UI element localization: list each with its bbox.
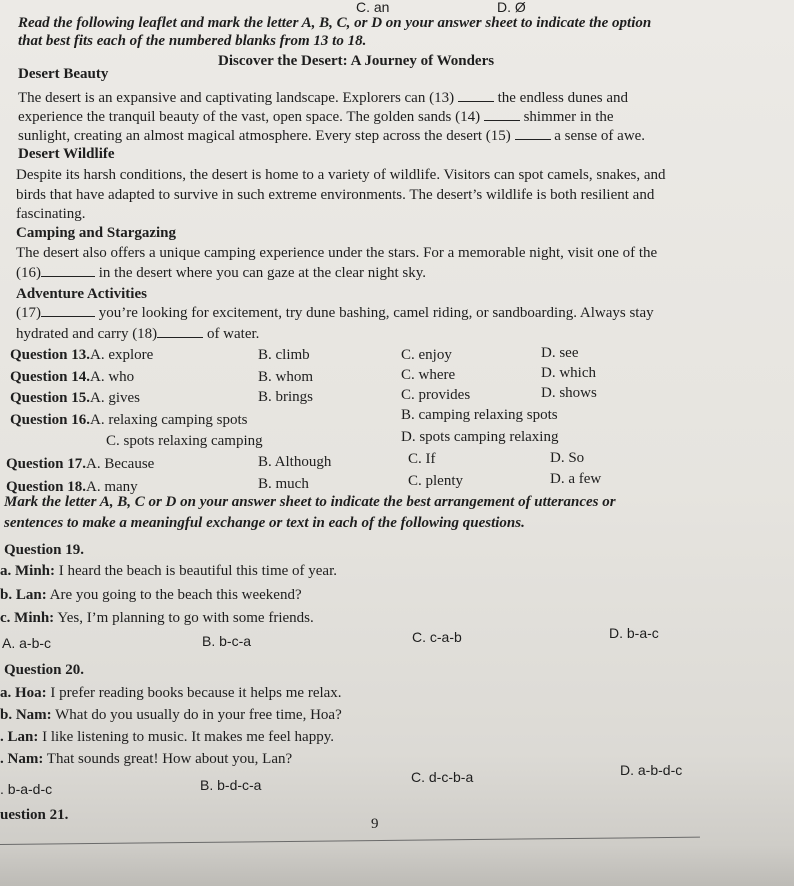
dialogue-line: . Lan: I like listening to music. It makes me feel happy. — [0, 729, 334, 745]
option-c[interactable]: C. where — [401, 367, 456, 383]
instruction-line-2: that best fits each of the numbered blanks from 13 to 18. — [18, 33, 367, 49]
blank-18 — [157, 325, 203, 338]
dialogue-line: a. Minh: I heard the beach is beautiful this time of year. — [0, 563, 337, 579]
option-d[interactable]: D. So — [550, 450, 585, 466]
option-c-fragment: C. an — [356, 0, 390, 15]
paragraph-line: The desert also offers a unique camping experience under the stars. For a memorable night, visit one of the — [16, 245, 658, 261]
section-heading-desert-beauty: Desert Beauty — [18, 66, 109, 82]
option-d[interactable]: D. which — [541, 365, 596, 381]
section-heading-desert-wildlife: Desert Wildlife — [18, 146, 115, 162]
paragraph-line: (16) in the desert where you can gaze at the clear night sky. — [16, 265, 426, 281]
leaflet-title: Discover the Desert: A Journey of Wonders — [218, 53, 495, 69]
paragraph-line: birds that have adapted to survive in such extreme environments. The desert’s wildlife is both resilient and — [16, 187, 655, 203]
option-c[interactable]: C. spots relaxing camping — [106, 433, 263, 449]
question-21-label: uestion 21. — [0, 807, 69, 823]
option-d-fragment: D. Ø — [497, 0, 526, 15]
blank-14 — [484, 108, 520, 121]
instruction-line-1: Read the following leaflet and mark the letter A, B, C, or D on your answer sheet to indicate the option — [18, 15, 652, 31]
option-b[interactable]: B. b-c-a — [202, 633, 252, 649]
option-b[interactable]: B. Although — [258, 454, 332, 470]
question-19-label: Question 19. — [4, 542, 85, 558]
section-heading-adventure: Adventure Activities — [16, 286, 147, 302]
blank-13 — [458, 89, 494, 102]
option-b[interactable]: B. brings — [258, 389, 314, 405]
question-16-label: Question 16.A. relaxing camping spots — [10, 412, 248, 428]
option-d[interactable]: D. see — [541, 345, 579, 361]
dialogue-line: a. Hoa: I prefer reading books because it helps me relax. — [0, 685, 342, 701]
section-heading-camping: Camping and Stargazing — [16, 225, 177, 241]
option-b[interactable]: B. camping relaxing spots — [401, 407, 558, 423]
question-14-label: Question 14.A. who — [10, 369, 135, 385]
footer-rule — [0, 837, 700, 845]
paragraph-line: sunlight, creating an almost magical atmosphere. Every step across the desert (15) a sense of awe. — [18, 128, 646, 144]
dialogue-line: . Nam: That sounds great! How about you, Lan? — [0, 751, 293, 767]
dialogue-line: b. Lan: Are you going to the beach this weekend? — [0, 587, 302, 603]
paragraph-line: fascinating. — [16, 206, 86, 222]
option-a[interactable]: A. a-b-c — [2, 635, 52, 651]
option-c[interactable]: C. enjoy — [401, 347, 452, 363]
option-c[interactable]: C. c-a-b — [412, 629, 462, 645]
paragraph-line: hydrated and carry (18) of water. — [16, 326, 260, 342]
option-b[interactable]: B. climb — [258, 347, 310, 363]
paragraph-line: (17) you’re looking for excitement, try dune bashing, camel riding, or sandboarding. Always stay — [16, 305, 654, 321]
question-15-label: Question 15.A. gives — [10, 390, 141, 406]
blank-16 — [41, 264, 95, 277]
option-c[interactable]: C. If — [408, 451, 436, 467]
option-d[interactable]: D. a few — [550, 471, 602, 487]
paragraph-line: experience the tranquil beauty of the vast, open space. The golden sands (14) shimmer in the — [18, 109, 614, 125]
question-20-label: Question 20. — [4, 662, 85, 678]
option-d[interactable]: D. a-b-d-c — [620, 762, 683, 778]
dialogue-line: c. Minh: Yes, I’m planning to go with some friends. — [0, 610, 314, 626]
option-b[interactable]: B. whom — [258, 369, 314, 385]
blank-17 — [41, 304, 95, 317]
paragraph-line: The desert is an expansive and captivating landscape. Explorers can (13) the endless dunes and — [18, 90, 628, 106]
option-c[interactable]: C. provides — [401, 387, 471, 403]
option-c[interactable]: C. plenty — [408, 473, 463, 489]
option-c[interactable]: C. d-c-b-a — [411, 769, 474, 785]
paragraph-line: Despite its harsh conditions, the desert is home to a variety of wildlife. Visitors can spot camels, snakes, and — [16, 167, 666, 183]
question-17-label: Question 17.A. Because — [6, 456, 155, 472]
option-b[interactable]: B. much — [258, 476, 309, 492]
blank-15 — [515, 127, 551, 140]
question-18-label: Question 18.A. many — [6, 479, 138, 495]
page-number: 9 — [371, 816, 379, 832]
option-d[interactable]: D. spots camping relaxing — [401, 429, 559, 445]
dialogue-line: b. Nam: What do you usually do in your free time, Hoa? — [0, 707, 342, 723]
option-a[interactable]: . b-a-d-c — [0, 781, 53, 797]
instruction-2-line-2: sentences to make a meaningful exchange or text in each of the following questions. — [4, 515, 525, 531]
option-d[interactable]: D. b-a-c — [609, 625, 659, 641]
question-13-label: Question 13.A. explore — [10, 347, 154, 363]
instruction-2-line-1: Mark the letter A, B, C or D on your answer sheet to indicate the best arrangement of utterances or — [4, 494, 616, 510]
page-bottom-shadow — [0, 845, 794, 886]
option-d[interactable]: D. shows — [541, 385, 597, 401]
option-b[interactable]: B. b-d-c-a — [200, 777, 262, 793]
